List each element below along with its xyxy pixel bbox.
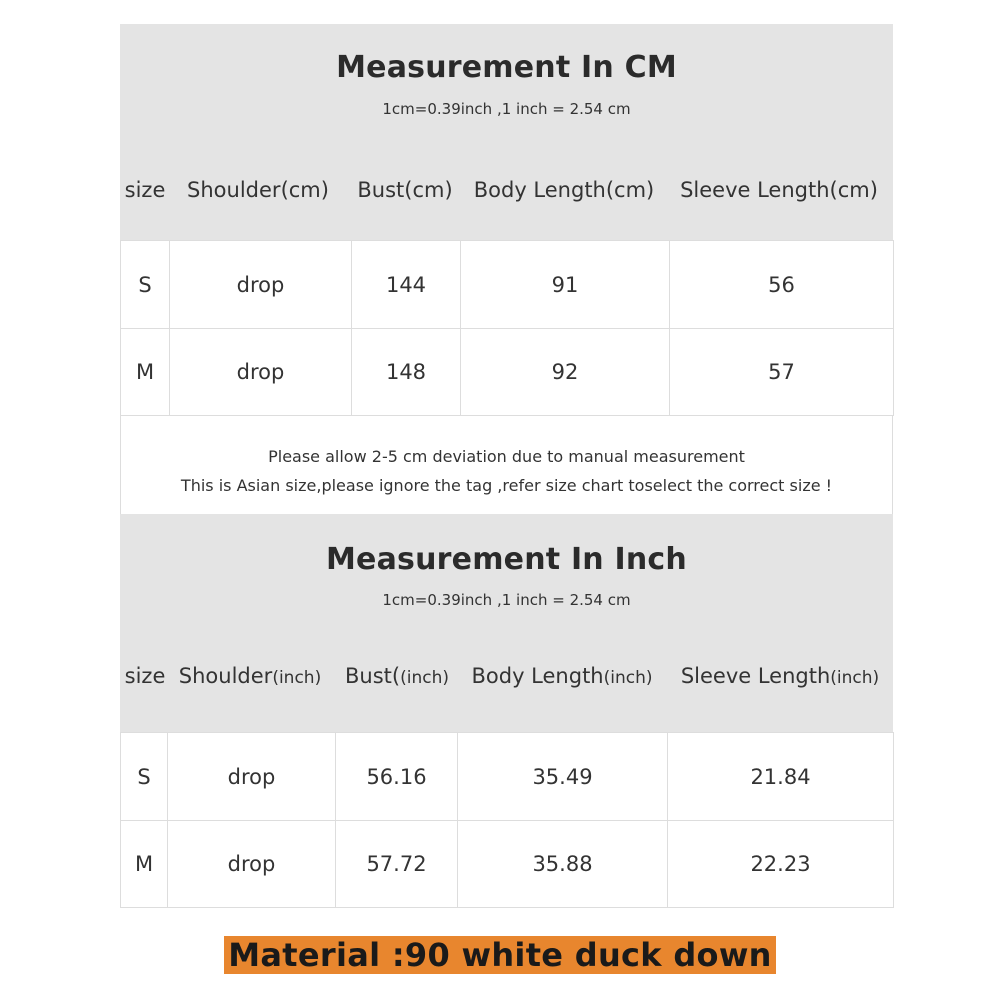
cm-conversion-note: 1cm=0.39inch ,1 inch = 2.54 cm [382, 100, 631, 118]
cm-header-bust: Bust(cm) [357, 178, 453, 202]
cm-header-shoulder: Shoulder(cm) [187, 178, 329, 202]
inch-cell-body-length: 35.49 [458, 733, 668, 821]
cm-header-sleeve-length: Sleeve Length(cm) [680, 178, 878, 202]
size-chart [120, 24, 893, 908]
inch-cell-bust: 57.72 [336, 821, 458, 908]
deviation-note-line: Please allow 2-5 cm deviation due to manual measurement [268, 447, 745, 466]
inch-header-body-length: Body Length(inch) [471, 664, 653, 688]
cm-cell-sleeve-length: 57 [670, 329, 894, 416]
inch-cell-sleeve-length: 21.84 [668, 733, 894, 821]
cm-cell-shoulder: drop [170, 329, 352, 416]
inch-cell-shoulder: drop [168, 733, 336, 821]
cm-cell-body-length: 92 [461, 329, 670, 416]
cm-title: Measurement In CM [336, 50, 677, 85]
deviation-notes [120, 416, 893, 514]
inch-header-sleeve-length: Sleeve Length(inch) [680, 664, 880, 688]
cm-cell-size: S [121, 241, 170, 329]
cm-cell-bust: 144 [352, 241, 461, 329]
cm-cell-body-length: 91 [461, 241, 670, 329]
table-row [121, 733, 894, 821]
inch-table [120, 732, 894, 908]
inch-header-bust: Bust((inch) [345, 664, 449, 688]
inch-header-block [120, 514, 893, 732]
material-label: Material :90 white duck down [224, 936, 776, 974]
inch-header-size: size [124, 664, 166, 688]
inch-conversion-note: 1cm=0.39inch ,1 inch = 2.54 cm [382, 591, 631, 609]
cm-cell-bust: 148 [352, 329, 461, 416]
inch-cell-size: S [121, 733, 168, 821]
cm-header-size: size [124, 178, 166, 202]
inch-cell-sleeve-length: 22.23 [668, 821, 894, 908]
table-row [121, 821, 894, 908]
inch-cell-size: M [121, 821, 168, 908]
cm-header-block [120, 24, 893, 240]
table-row [121, 241, 894, 329]
cm-header-body-length: Body Length(cm) [473, 178, 655, 202]
inch-cell-body-length: 35.88 [458, 821, 668, 908]
inch-cell-bust: 56.16 [336, 733, 458, 821]
cm-cell-sleeve-length: 56 [670, 241, 894, 329]
inch-header-shoulder: Shoulder(inch) [178, 664, 322, 688]
inch-cell-shoulder: drop [168, 821, 336, 908]
table-row [121, 329, 894, 416]
cm-table [120, 240, 894, 416]
cm-cell-size: M [121, 329, 170, 416]
material-banner [0, 936, 1000, 974]
asian-size-note-line: This is Asian size,please ignore the tag ,refer size chart toselect the correct size ! [180, 476, 833, 495]
inch-title: Measurement In Inch [326, 542, 687, 577]
cm-cell-shoulder: drop [170, 241, 352, 329]
